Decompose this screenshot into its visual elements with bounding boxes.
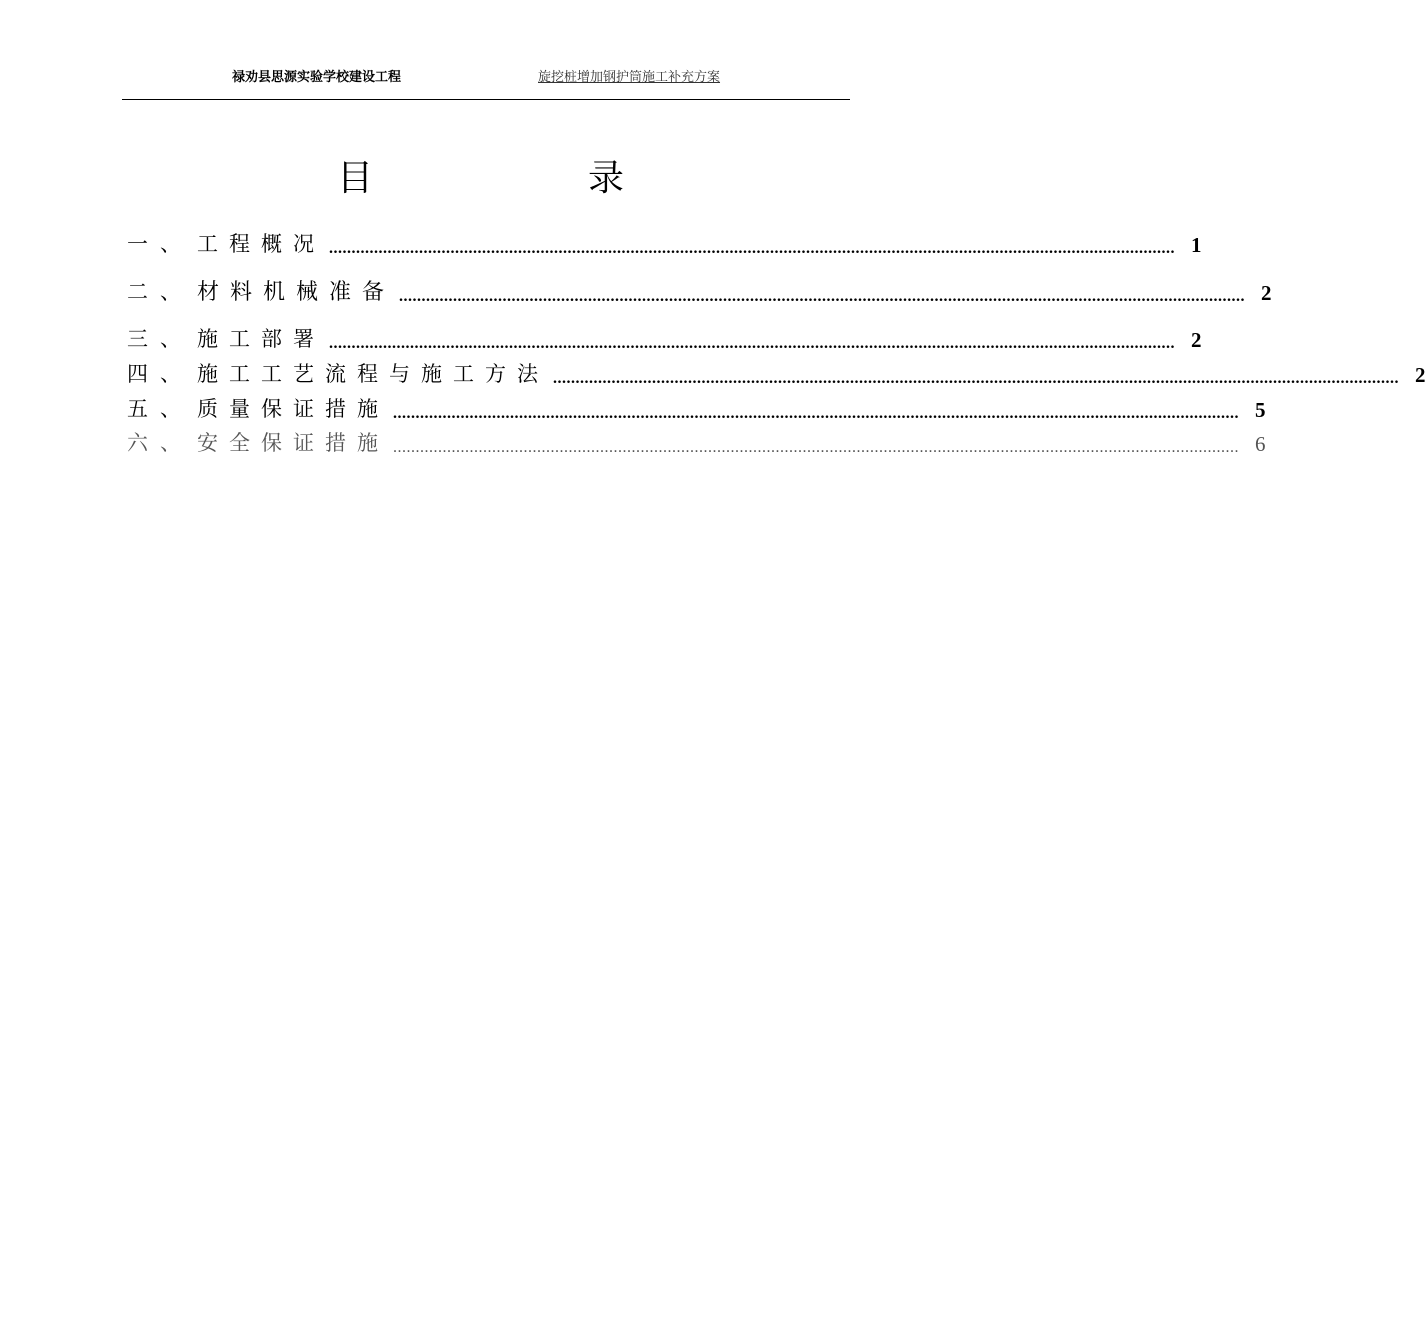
toc-entry-2[interactable] xyxy=(127,276,1272,306)
header-divider xyxy=(122,99,850,100)
toc-entry-label: 材料机械准备 xyxy=(197,280,396,305)
toc-entry-number: 四、 xyxy=(127,362,193,386)
header-project-name: 禄劝县思源实验学校建设工程 xyxy=(232,70,402,85)
toc-entry-label: 施工部署 xyxy=(197,327,325,351)
toc-entry-page: 5 xyxy=(1255,398,1266,422)
toc-entry-4[interactable] xyxy=(127,358,1426,388)
toc-entry-5[interactable] xyxy=(127,393,1266,423)
header-document-title: 旋挖桩增加钢护筒施工补充方案 xyxy=(538,70,721,85)
toc-entry-page: 1 xyxy=(1191,233,1202,257)
toc-entry-number: 二、 xyxy=(127,280,193,304)
page-header xyxy=(122,62,850,86)
toc-dot-leader: ............................................................................................................................................................................................ xyxy=(329,335,1175,352)
toc-title-char-2: 录 xyxy=(588,158,625,199)
toc-entry-number: 一、 xyxy=(127,232,193,256)
toc-dot-leader: ............................................................................................................................................................................................ xyxy=(393,439,1239,456)
toc-entry-page: 2 xyxy=(1415,363,1426,387)
toc-dot-leader: ............................................................................................................................................................................................ xyxy=(399,288,1246,305)
toc-entry-label: 质量保证措施 xyxy=(197,397,389,421)
toc-entry-number: 三、 xyxy=(127,327,193,351)
toc-title xyxy=(0,150,950,200)
toc-entry-label: 施工工艺流程与施工方法 xyxy=(197,362,549,386)
toc-dot-leader: ............................................................................................................................................................................................ xyxy=(553,370,1399,387)
toc-entry-label: 安全保证措施 xyxy=(197,431,389,455)
toc-entry-page: 6 xyxy=(1255,432,1266,456)
toc-dot-leader: ............................................................................................................................................................................................ xyxy=(329,240,1175,257)
toc-dot-leader: ............................................................................................................................................................................................ xyxy=(393,405,1239,422)
toc-entry-3[interactable] xyxy=(127,323,1202,353)
toc-entry-number: 六、 xyxy=(127,431,193,455)
toc-entry-1[interactable] xyxy=(127,228,1202,258)
toc-entry-label: 工程概况 xyxy=(197,232,325,256)
toc-entry-6[interactable] xyxy=(127,427,1266,457)
toc-title-char-1: 目 xyxy=(337,158,374,199)
toc-entry-number: 五、 xyxy=(127,397,193,421)
toc-entry-page: 2 xyxy=(1191,328,1202,352)
toc-entry-page: 2 xyxy=(1261,281,1272,305)
